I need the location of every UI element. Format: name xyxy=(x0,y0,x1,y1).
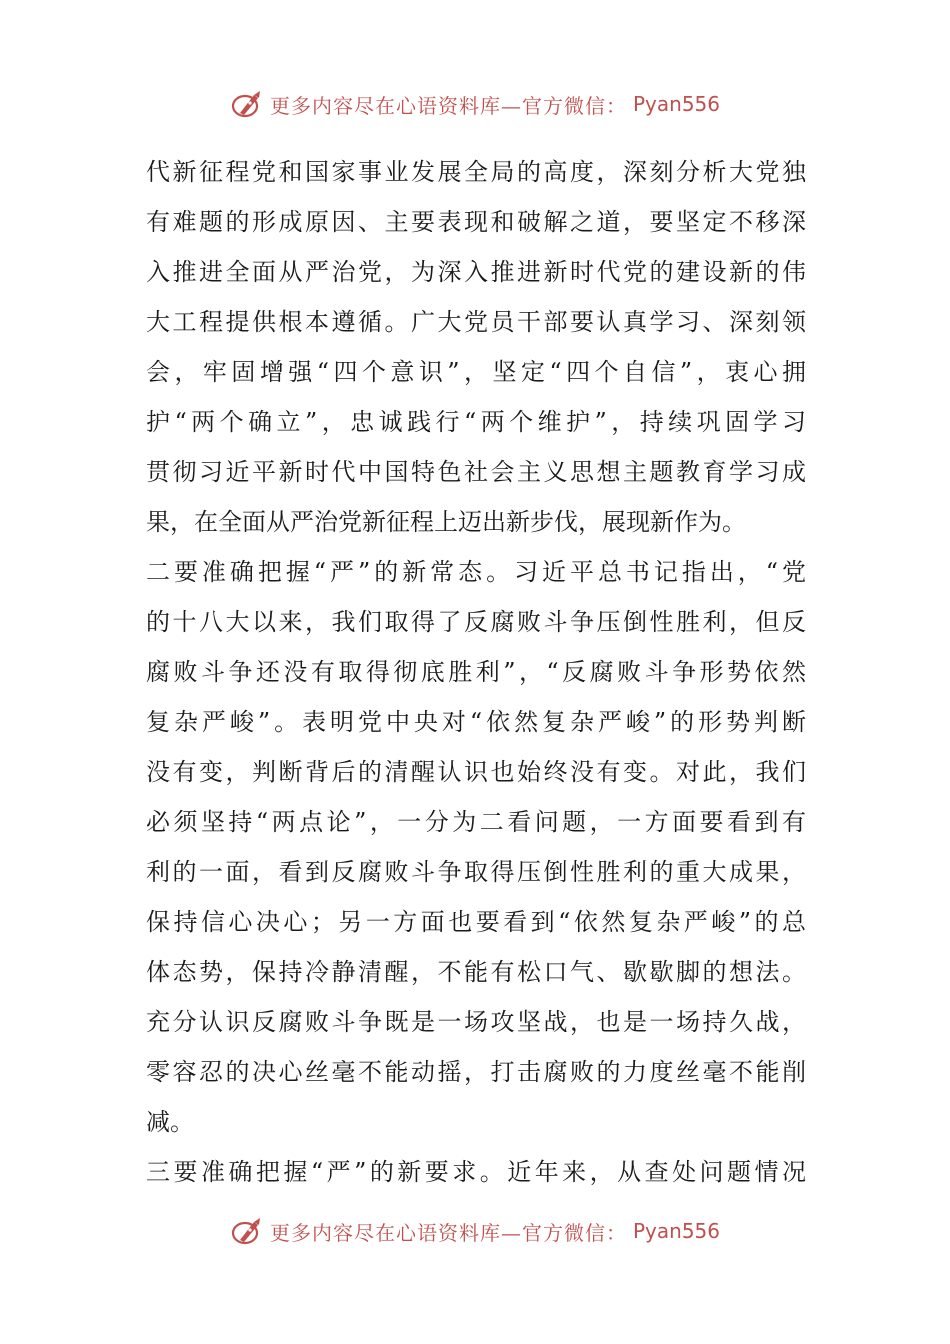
text-line: 二要准确把握“严”的新常态。习近平总书记指出，“党 xyxy=(146,558,806,586)
banner-wechat-id: Pyan556 xyxy=(632,92,720,116)
header-banner xyxy=(0,84,950,124)
document-body xyxy=(146,147,806,1197)
pen-nib-logo-icon xyxy=(230,87,264,121)
text-line: 大工程提供根本遵循。广大党员干部要认真学习、深刻领 xyxy=(146,308,806,336)
text-line: 利的一面，看到反腐败斗争取得压倒性胜利的重大成果， xyxy=(146,858,806,886)
text-line: 护“两个确立”，忠诚践行“两个维护”，持续巩固学习 xyxy=(146,408,806,436)
text-line: 保持信心决心；另一方面也要看到“依然复杂严峻”的总 xyxy=(146,908,806,936)
text-line: 果，在全面从严治党新征程上迈出新步伐，展现新作为。 xyxy=(146,508,746,536)
text-line: 代新征程党和国家事业发展全局的高度，深刻分析大党独 xyxy=(146,158,806,186)
text-line: 没有变，判断背后的清醒认识也始终没有变。对此，我们 xyxy=(146,758,806,786)
text-line: 入推进全面从严治党，为深入推进新时代党的建设新的伟 xyxy=(146,258,806,286)
text-line: 复杂严峻”。表明党中央对“依然复杂严峻”的形势判断 xyxy=(146,708,806,736)
banner-wechat-id: Pyan556 xyxy=(632,1219,720,1243)
footer-banner xyxy=(0,1211,950,1251)
text-line: 减。 xyxy=(146,1108,194,1136)
pen-nib-logo-icon xyxy=(230,1214,264,1248)
text-line: 腐败斗争还没有取得彻底胜利”，“反腐败斗争形势依然 xyxy=(146,658,806,686)
text-line: 零容忍的决心丝毫不能动摇，打击腐败的力度丝毫不能削 xyxy=(146,1058,806,1086)
text-line: 会，牢固增强“四个意识”，坚定“四个自信”，衷心拥 xyxy=(146,358,806,386)
banner-slogan: 更多内容尽在心语资料库—官方微信： xyxy=(269,1220,627,1245)
text-line: 充分认识反腐败斗争既是一场攻坚战，也是一场持久战， xyxy=(146,1008,806,1036)
text-line: 的十八大以来，我们取得了反腐败斗争压倒性胜利，但反 xyxy=(146,608,806,636)
text-line: 体态势，保持冷静清醒，不能有松口气、歇歇脚的想法。 xyxy=(146,958,806,986)
text-line: 三要准确把握“严”的新要求。近年来，从查处问题情况 xyxy=(146,1158,806,1186)
banner-slogan: 更多内容尽在心语资料库—官方微信： xyxy=(269,93,627,118)
text-line: 有难题的形成原因、主要表现和破解之道，要坚定不移深 xyxy=(146,208,806,236)
text-line: 贯彻习近平新时代中国特色社会主义思想主题教育学习成 xyxy=(146,458,806,486)
text-line: 必须坚持“两点论”，一分为二看问题，一方面要看到有 xyxy=(146,808,806,836)
